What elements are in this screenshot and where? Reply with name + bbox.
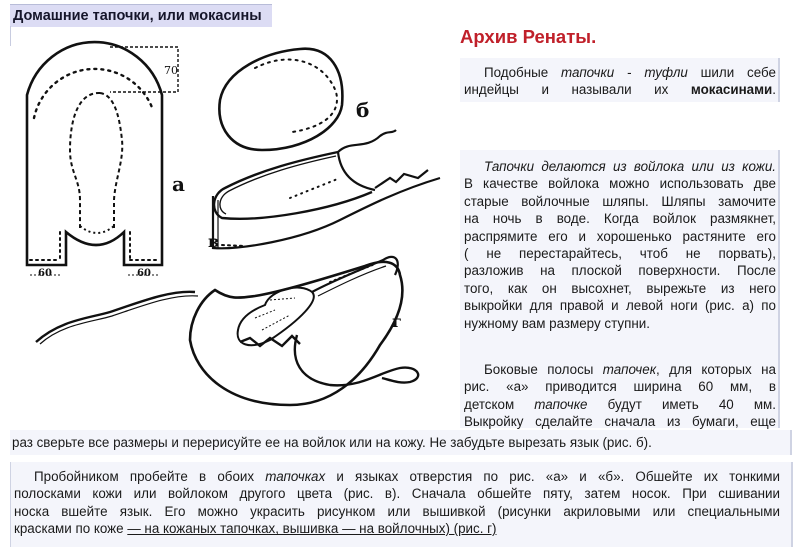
text-line: Выкройку сделайте сначала из бумаги, еще [464,414,776,430]
text-line: нужному вам размеру ступни. [464,315,650,331]
text-line: носка вшейте язык. Его можно украсить рисунком или вышивкой (рисунки акриловыми или специальными [14,503,780,519]
bold-term: мокасинами [690,82,773,98]
text: , для которых на [656,362,776,377]
article-title: Домашние тапочки, или мокасины [13,8,262,24]
text-line: раз сверьте все размеры и перерисуйте ее на войлок или на кожу. Не забудьте вырезать язык (рис. б). [12,435,652,450]
punch-paragraph [14,468,780,538]
underlined-link[interactable]: — на кожаных тапочках, вышивка — на войлочных) (рис. г) [127,521,497,537]
text: . [772,82,776,98]
figure-label-a: а [172,172,185,196]
text-line: полосками кожи или войлоком другого цвета (рис. в). Сначала обшейте пяту, затем носок. При сшивании [14,486,780,502]
text: - [614,65,645,80]
text: шили себе [687,65,776,80]
text-line: распрямите его и хорошенько растяните его [464,228,776,244]
strips-continuation [12,434,782,451]
text-line: разложив на плоской поверхности. После [464,263,776,279]
dimension-60-right: 60 [137,268,151,279]
intro-paragraph [464,64,776,99]
strips-paragraph [464,361,776,431]
emphasis: Тапочки делаются из войлока или из кожи. [484,159,776,174]
text-line: на ночь в воде. Когда войлок размякнет, [464,211,776,227]
text-line: того, как он высохнет, вырежьте из него [464,280,776,296]
figure-b-tongue [219,49,342,150]
emphasis: тапочек [602,362,657,377]
dimension-70: 70 [164,64,178,77]
emphasis: тапочках [265,469,326,484]
dimension-60-left: 60 [38,268,52,279]
text: красками по коже [14,521,128,537]
emphasis: туфли [644,65,688,80]
figure-label-b: б [356,98,370,122]
emphasis: тапочки [561,65,615,80]
text-line: старые войлочные шляпы. Шляпы замочите [464,193,776,209]
text: детском [464,396,535,412]
figure-label-v: в [208,232,220,251]
text: Подобные [484,65,562,80]
text: Боковые полосы [484,362,603,377]
figure-g-finished-moccasin [36,257,418,405]
text-line: выкройки для правой и левой ноги (рис. а) по [464,298,776,314]
text-line: ( не перестарайтесь, чтоб не порвать), [464,246,776,262]
text-line: рис. «а» приводится ширина 60 мм, в [464,379,776,395]
emphasis: тапочке [534,396,588,412]
text: и языках отверстия по рис. «а» и «б». Обшейте их тонкими [325,469,780,484]
material-paragraph [464,158,776,332]
text: индейцы и называли их [464,82,691,98]
moccasin-pattern-illustration [0,0,460,440]
text: будут иметь 40 мм. [587,396,776,412]
text: Пробойником пробейте в обоих [34,469,266,484]
text-line: В качестве войлока можно использовать две [464,176,776,192]
archive-heading: Архив Ренаты. [460,26,597,47]
figure-label-g: г [392,312,402,331]
figure-a-pattern [27,42,178,275]
